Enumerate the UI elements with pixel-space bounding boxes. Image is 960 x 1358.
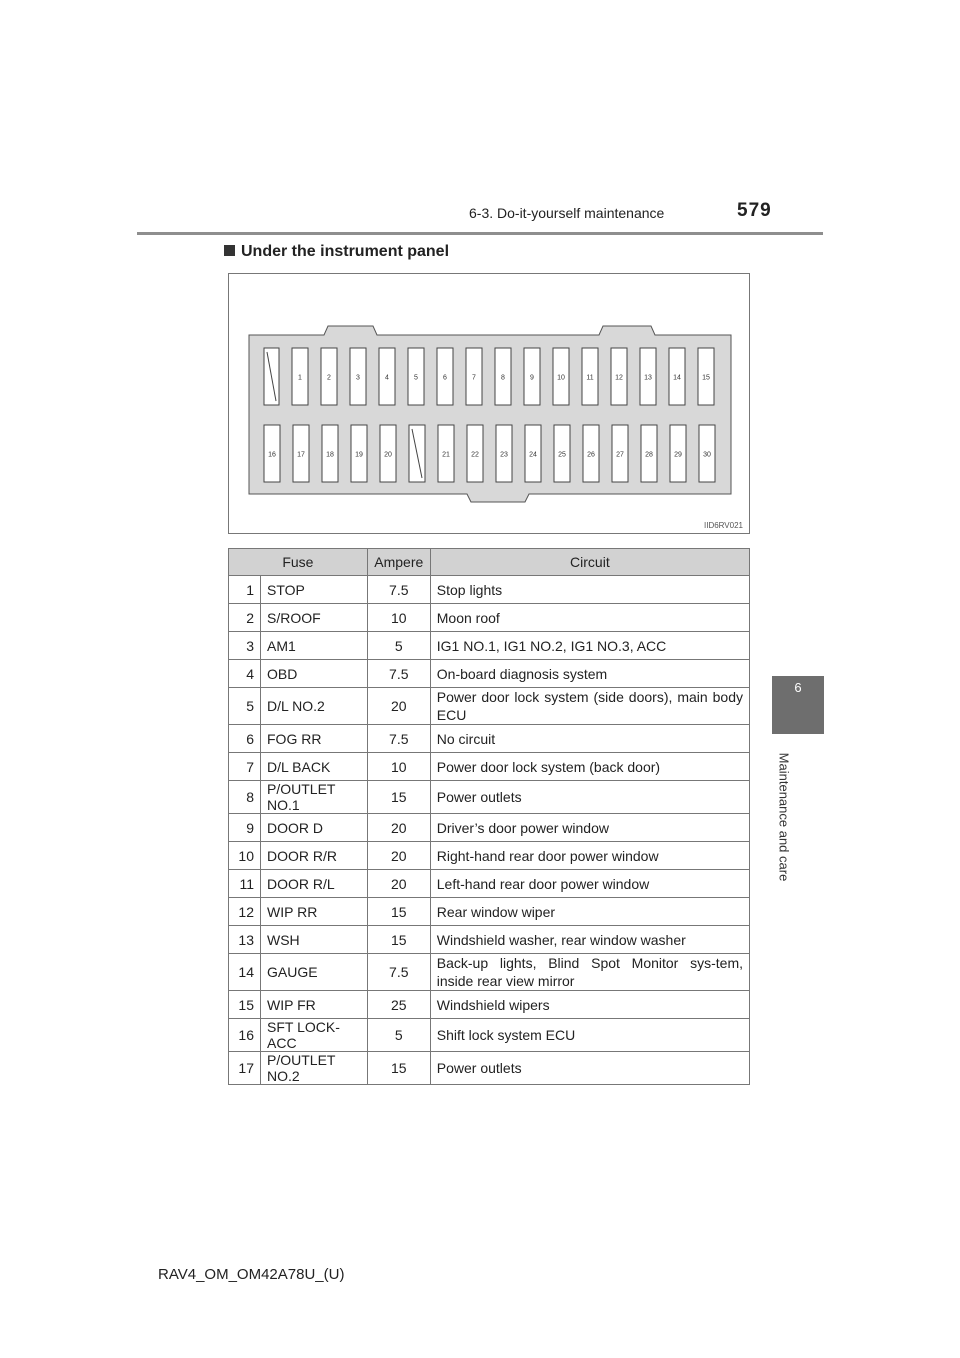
fuse-slot-label: 2 — [327, 374, 331, 382]
table-row — [229, 576, 750, 604]
fuse-ampere: 5 — [367, 1019, 430, 1052]
table-row — [229, 632, 750, 660]
fuse-slot-label: 30 — [703, 451, 711, 459]
fuse-name: AM1 — [261, 632, 368, 660]
fuse-name: GAUGE — [261, 954, 368, 991]
fuse-ampere: 7.5 — [367, 954, 430, 991]
table-row — [229, 842, 750, 870]
fuse-name: WIP RR — [261, 898, 368, 926]
fuse-name: DOOR D — [261, 814, 368, 842]
fuse-slot-label: 23 — [500, 451, 508, 459]
fuse-slot-label: 19 — [355, 451, 363, 459]
table-row — [229, 954, 750, 991]
fuse-number: 14 — [229, 954, 261, 991]
table-header-row — [229, 549, 750, 576]
chapter-tab — [772, 676, 824, 734]
header-ampere: Ampere — [367, 549, 430, 576]
fuse-slot-label: 11 — [586, 374, 594, 382]
fuse-circuit: Right-hand rear door power window — [430, 842, 749, 870]
fuse-ampere: 10 — [367, 753, 430, 781]
header-divider — [137, 232, 823, 235]
fuse-name: S/ROOF — [261, 604, 368, 632]
page-number: 579 — [737, 200, 772, 221]
fuse-slot-label: 4 — [385, 374, 389, 382]
table-row — [229, 753, 750, 781]
fuse-slot-label: 8 — [501, 374, 505, 382]
fuse-number: 8 — [229, 781, 261, 814]
fuse-box-figure — [228, 273, 750, 534]
fuse-box-diagram — [229, 274, 751, 535]
figure-code: IID6RV021 — [704, 521, 743, 530]
fuse-number: 17 — [229, 1052, 261, 1085]
fuse-number: 11 — [229, 870, 261, 898]
fuse-number: 9 — [229, 814, 261, 842]
fuse-circuit: Power outlets — [430, 1052, 749, 1085]
fuse-circuit: Shift lock system ECU — [430, 1019, 749, 1052]
fuse-number: 7 — [229, 753, 261, 781]
fuse-table — [228, 548, 750, 1085]
fuse-slot-label: 13 — [644, 374, 652, 382]
table-row — [229, 725, 750, 753]
document-code: RAV4_OM_OM42A78U_(U) — [158, 1266, 345, 1283]
fuse-ampere: 15 — [367, 898, 430, 926]
fuse-slot-label: 28 — [645, 451, 653, 459]
fuse-number: 3 — [229, 632, 261, 660]
fuse-ampere: 7.5 — [367, 725, 430, 753]
fuse-number: 2 — [229, 604, 261, 632]
fuse-circuit: Driver’s door power window — [430, 814, 749, 842]
table-row — [229, 870, 750, 898]
table-row — [229, 1019, 750, 1052]
fuse-circuit: IG1 NO.1, IG1 NO.2, IG1 NO.3, ACC — [430, 632, 749, 660]
fuse-circuit: Power door lock system (side doors), main body ECU — [430, 688, 749, 725]
fuse-circuit: Windshield wipers — [430, 991, 749, 1019]
fuse-ampere: 15 — [367, 1052, 430, 1085]
fuse-slot-label: 25 — [558, 451, 566, 459]
fuse-ampere: 10 — [367, 604, 430, 632]
fuse-slot-label: 14 — [673, 374, 681, 382]
fuse-number: 4 — [229, 660, 261, 688]
fuse-name: STOP — [261, 576, 368, 604]
table-row — [229, 688, 750, 725]
fuse-number: 15 — [229, 991, 261, 1019]
fuse-slot-label: 6 — [443, 374, 447, 382]
fuse-name: D/L BACK — [261, 753, 368, 781]
fuse-number: 13 — [229, 926, 261, 954]
fuse-ampere: 20 — [367, 870, 430, 898]
fuse-name: SFT LOCK-ACC — [261, 1019, 368, 1052]
table-row — [229, 660, 750, 688]
fuse-name: OBD — [261, 660, 368, 688]
chapter-number: 6 — [794, 680, 802, 695]
fuse-slot-label: 3 — [356, 374, 360, 382]
fuse-slot-label: 21 — [442, 451, 450, 459]
fuse-circuit: Windshield washer, rear window washer — [430, 926, 749, 954]
fuse-slot-label: 27 — [616, 451, 624, 459]
table-row — [229, 814, 750, 842]
fuse-slot-label: 10 — [557, 374, 565, 382]
fuse-number: 5 — [229, 688, 261, 725]
fuse-name: D/L NO.2 — [261, 688, 368, 725]
fuse-name: P/OUTLET NO.1 — [261, 781, 368, 814]
fuse-circuit: Power outlets — [430, 781, 749, 814]
fuse-slot-label: 5 — [414, 374, 418, 382]
fuse-circuit: Left-hand rear door power window — [430, 870, 749, 898]
chapter-label-text: Maintenance and care — [776, 752, 792, 882]
table-row — [229, 604, 750, 632]
fuse-circuit: Rear window wiper — [430, 898, 749, 926]
fuse-ampere: 20 — [367, 842, 430, 870]
fuse-slot-label: 16 — [268, 451, 276, 459]
fuse-ampere: 20 — [367, 688, 430, 725]
fuse-number: 16 — [229, 1019, 261, 1052]
fuse-ampere: 7.5 — [367, 660, 430, 688]
fuse-slot-label: 18 — [326, 451, 334, 459]
fuse-slot-label: 20 — [384, 451, 392, 459]
fuse-slot-label: 22 — [471, 451, 479, 459]
fuse-name: FOG RR — [261, 725, 368, 753]
fuse-circuit: Stop lights — [430, 576, 749, 604]
fuse-name: P/OUTLET NO.2 — [261, 1052, 368, 1085]
fuse-slot-label: 26 — [587, 451, 595, 459]
fuse-slot-label: 15 — [702, 374, 710, 382]
fuse-slot-label: 17 — [297, 451, 305, 459]
fuse-slot-label: 12 — [615, 374, 623, 382]
table-row — [229, 1052, 750, 1085]
fuse-ampere: 7.5 — [367, 576, 430, 604]
fuse-circuit: Moon roof — [430, 604, 749, 632]
header-circuit: Circuit — [430, 549, 749, 576]
table-row — [229, 991, 750, 1019]
fuse-name: DOOR R/R — [261, 842, 368, 870]
fuse-circuit: Power door lock system (back door) — [430, 753, 749, 781]
table-row — [229, 781, 750, 814]
square-bullet-icon — [224, 245, 235, 256]
fuse-ampere: 5 — [367, 632, 430, 660]
fuse-number: 12 — [229, 898, 261, 926]
fuse-slot-label: 24 — [529, 451, 537, 459]
fuse-ampere: 15 — [367, 781, 430, 814]
section-title-text: Under the instrument panel — [241, 243, 450, 260]
fuse-name: DOOR R/L — [261, 870, 368, 898]
fuse-slot-label: 7 — [472, 374, 476, 382]
fuse-slot-label: 29 — [674, 451, 682, 459]
fuse-ampere: 20 — [367, 814, 430, 842]
fuse-number: 10 — [229, 842, 261, 870]
table-row — [229, 898, 750, 926]
table-row — [229, 926, 750, 954]
fuse-name: WSH — [261, 926, 368, 954]
fuse-circuit: Back-up lights, Blind Spot Monitor sys-tem, inside rear view mirror — [430, 954, 749, 991]
fuse-number: 6 — [229, 725, 261, 753]
fuse-name: WIP FR — [261, 991, 368, 1019]
chapter-label — [772, 744, 796, 890]
section-heading: 6-3. Do-it-yourself maintenance — [469, 205, 665, 221]
fuse-circuit: On-board diagnosis system — [430, 660, 749, 688]
section-title — [224, 243, 449, 261]
fuse-ampere: 15 — [367, 926, 430, 954]
fuse-number: 1 — [229, 576, 261, 604]
header-fuse: Fuse — [229, 549, 368, 576]
fuse-slot-label: 1 — [298, 374, 302, 382]
fuse-circuit: No circuit — [430, 725, 749, 753]
fuse-slot-label: 9 — [530, 374, 534, 382]
fuse-ampere: 25 — [367, 991, 430, 1019]
